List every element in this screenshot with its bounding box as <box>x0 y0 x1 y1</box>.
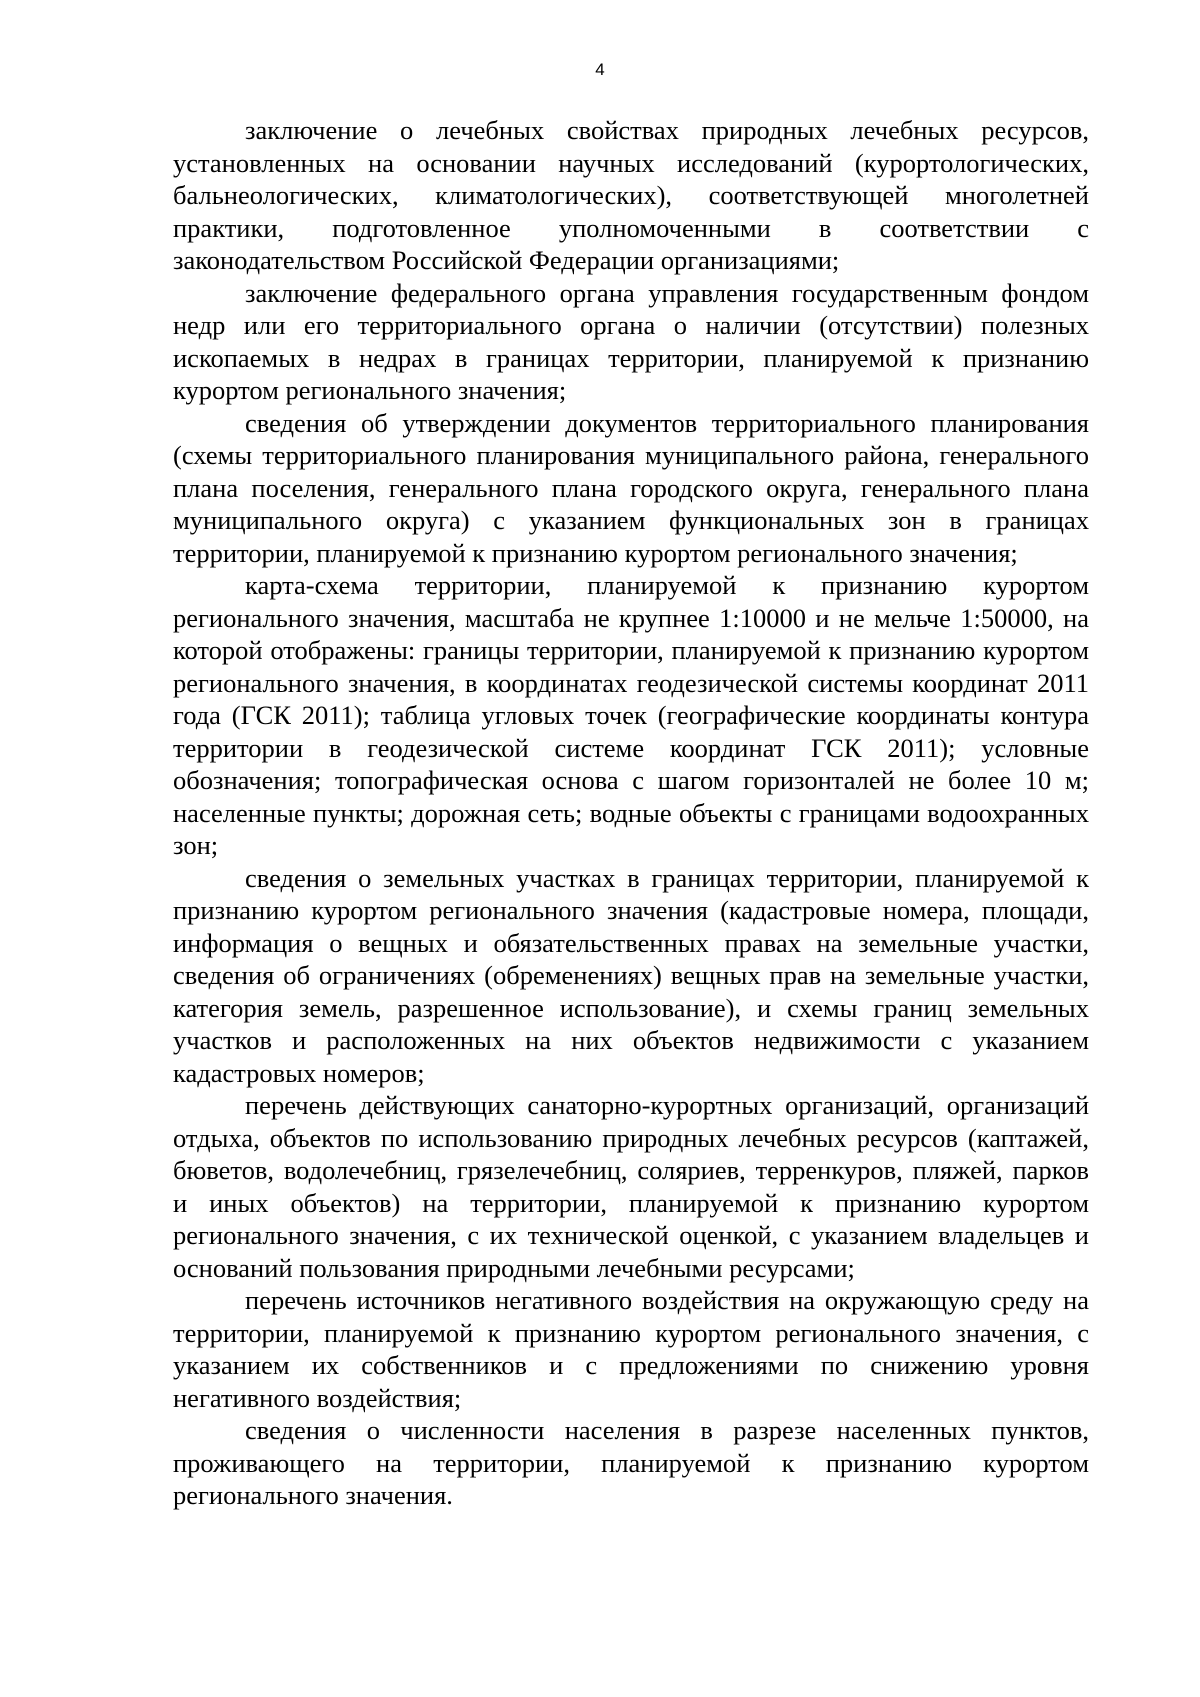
paragraph-subsoil-agency-conclusion: заключение федерального органа управления государственным фондом недр или его территориального органа о наличии (отсутствии) полезных ископаемых в недрах в границах территории, планируемой к признанию курортом регионального значения; <box>173 277 1089 405</box>
paragraph-population-info: сведения о численности населения в разрезе населенных пунктов, проживающего на территории, планируемой к признанию курортом регионального значения. <box>173 1415 1089 1510</box>
document-body <box>173 114 1089 1512</box>
paragraph-territory-map-scheme: карта-схема территории, планируемой к признанию курортом регионального значения, масштаба не крупнее 1:10000 и не мельче 1:50000, на которой отображены: границы территории, планируемой к признанию курортом регионального значения, в координатах геодезической системы координат 2011 года (ГСК 2011); таблица угловых точек (географические координаты контура территории в геодезической системе координат ГСК 2011); условные обозначения; топографическая основа с шагом горизонталей не более 10 м; населенные пункты; дорожная сеть; водные объекты с границами водоохранных зон; <box>173 570 1089 860</box>
paragraph-land-plots-info: сведения о земельных участках в границах территории, планируемой к признанию курортом регионального значения (кадастровые номера, площади, информация о вещных и обязательственных правах на земельные участки, сведения об ограничениях (обременениях) вещных прав на земельные участки, категория земель, разрешенное использование), и схемы границ земельных участков и расположенных на них объектов недвижимости с указанием кадастровых номеров; <box>173 862 1089 1088</box>
page-number: 4 <box>595 60 605 79</box>
paragraph-resort-organizations-list: перечень действующих санаторно-курортных организаций, организаций отдыха, объектов по использованию природных лечебных ресурсов (каптажей, бюветов, водолечебниц, грязелечебниц, соляриев, терренкуров, пляжей, парков и иных объектов) на территории, планируемой к признанию курортом регионального значения, с их технической оценкой, с указанием владельцев и оснований пользования природными лечебными ресурсами; <box>173 1090 1089 1283</box>
paragraph-medical-properties-conclusion: заключение о лечебных свойствах природных лечебных ресурсов, установленных на основании научных исследований (курортологических, бальнеологических, климатологических), соответствующей многолетней практики, подготовленное уполномоченными в соответствии с законодательством Российской Федерации организациями; <box>173 115 1089 275</box>
paragraph-negative-impact-sources: перечень источников негативного воздействия на окружающую среду на территории, планируемой к признанию курортом регионального значения, с указанием их собственников и с предложениями по снижению уровня негативного воздействия; <box>173 1285 1089 1413</box>
paragraph-territorial-planning-info: сведения об утверждении документов территориального планирования (схемы территориального планирования муниципального района, генерального плана поселения, генерального плана городского округа, генерального плана муниципального округа) с указанием функциональных зон в границах территории, планируемой к признанию курортом регионального значения; <box>173 407 1089 568</box>
